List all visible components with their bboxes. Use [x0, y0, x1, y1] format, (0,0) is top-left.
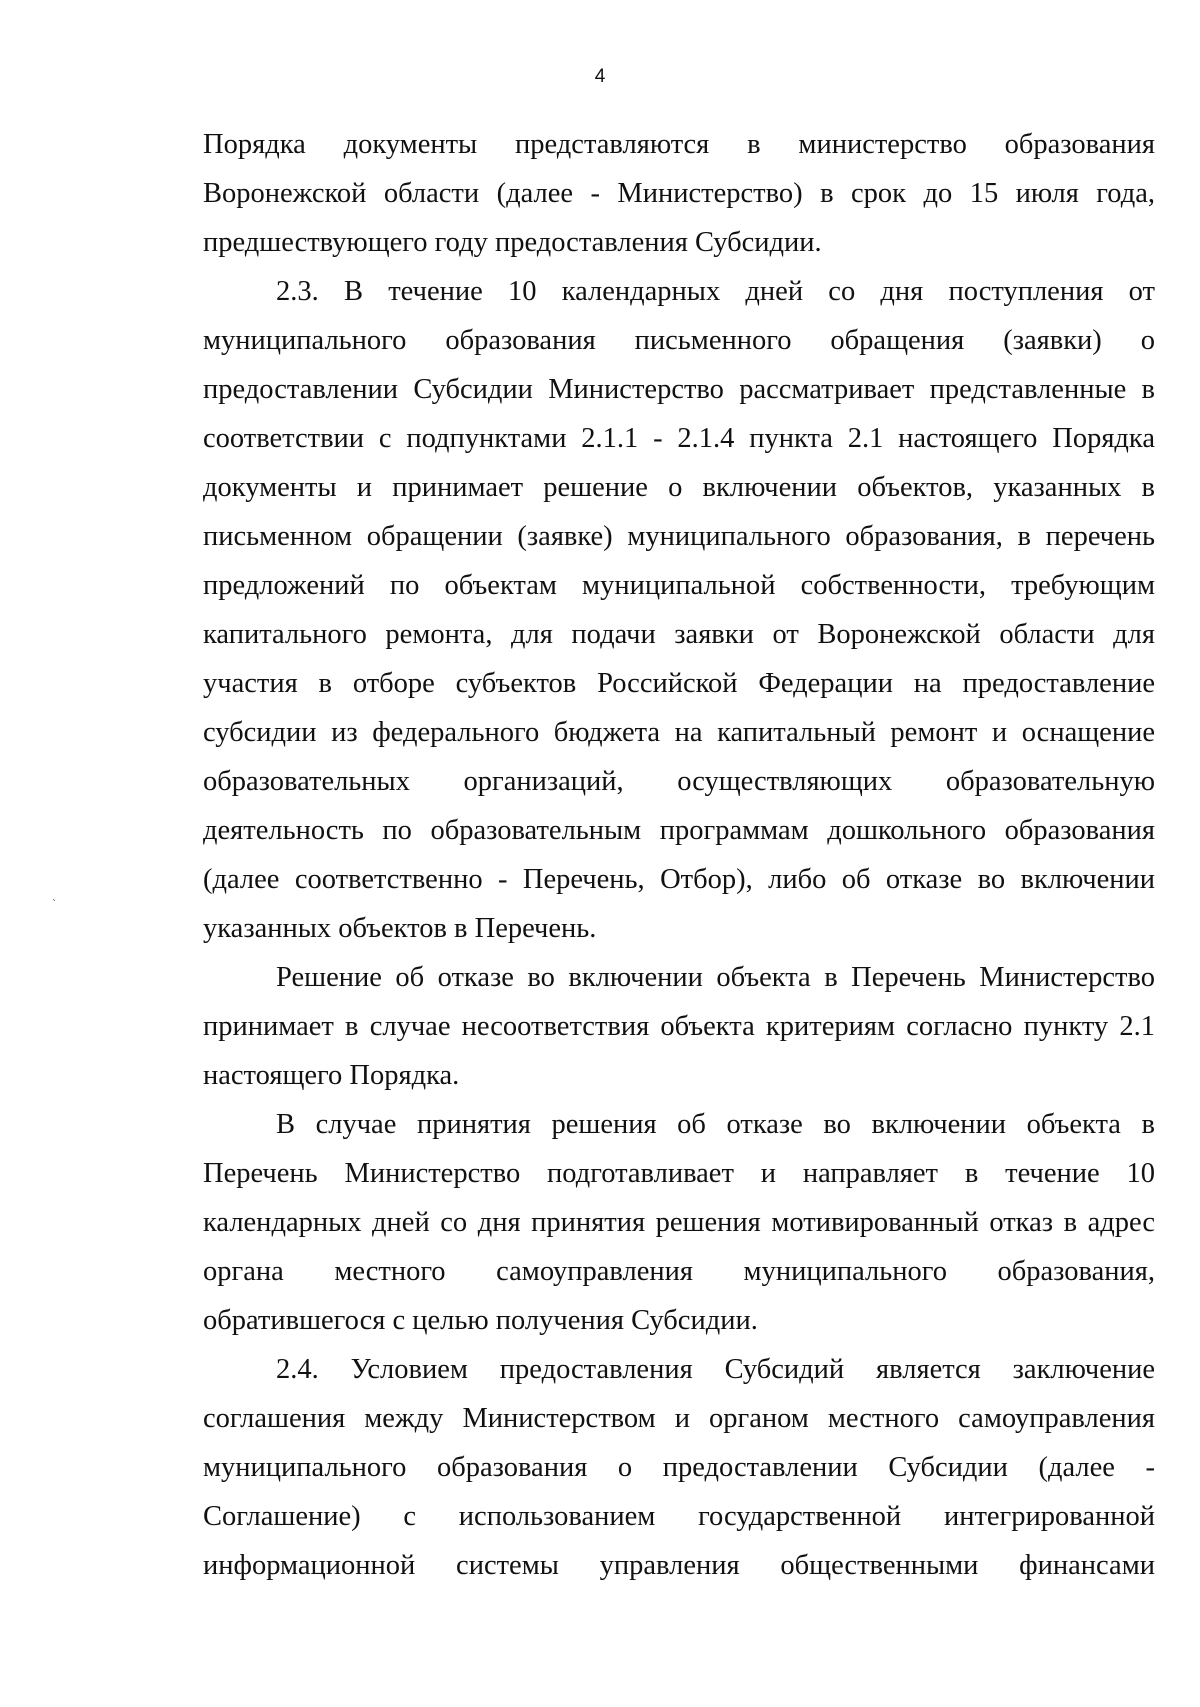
text-line: календарных дней со дня принятия решения мотивированный отказ в адрес — [203, 1207, 1155, 1238]
text-line: Перечень Министерство подготавливает и направляет в течение 10 — [203, 1158, 1155, 1189]
text-line: соответствии с подпунктами 2.1.1 - 2.1.4 пункта 2.1 настоящего Порядка — [203, 423, 1155, 454]
paragraph — [203, 953, 1155, 1100]
paragraph — [203, 120, 1155, 267]
margin-mark: ˋ — [52, 899, 57, 910]
text-line: Решение об отказе во включении объекта в Перечень Министерство — [276, 962, 1155, 993]
text-line: органа местного самоуправления муниципального образования, — [203, 1256, 1155, 1287]
paragraph — [203, 1100, 1155, 1345]
text-line: муниципального образования о предоставлении Субсидии (далее - — [203, 1452, 1155, 1483]
document-body — [203, 120, 1155, 1590]
paragraph — [203, 1345, 1155, 1590]
text-line: Порядка документы представляются в министерство образования — [203, 129, 1155, 160]
text-line: обратившегося с целью получения Субсидии. — [203, 1305, 758, 1336]
text-line: деятельность по образовательным программам дошкольного образования — [203, 815, 1155, 846]
text-line: предшествующего году предоставления Субсидии. — [203, 227, 822, 258]
text-line: (далее соответственно - Перечень, Отбор), либо об отказе во включении — [203, 864, 1155, 895]
text-line: Соглашение) с использованием государственной интегрированной — [203, 1501, 1155, 1532]
text-line: предоставлении Субсидии Министерство рассматривает представленные в — [203, 374, 1155, 405]
text-line: муниципального образования письменного обращения (заявки) о — [203, 325, 1155, 356]
text-line: предложений по объектам муниципальной собственности, требующим — [203, 570, 1155, 601]
text-line: субсидии из федерального бюджета на капитальный ремонт и оснащение — [203, 717, 1155, 748]
text-line: В случае принятия решения об отказе во включении объекта в — [276, 1109, 1155, 1140]
text-line: письменном обращении (заявке) муниципального образования, в перечень — [203, 521, 1155, 552]
text-line: капитального ремонта, для подачи заявки от Воронежской области для — [203, 619, 1155, 650]
page-number: 4 — [594, 66, 606, 87]
text-line: образовательных организаций, осуществляющих образовательную — [203, 766, 1155, 797]
text-line: документы и принимает решение о включении объектов, указанных в — [203, 472, 1155, 503]
text-line: принимает в случае несоответствия объекта критериям согласно пункту 2.1 — [203, 1011, 1155, 1042]
text-line: указанных объектов в Перечень. — [203, 913, 597, 944]
text-line: Воронежской области (далее - Министерство) в срок до 15 июля года, — [203, 178, 1155, 209]
paragraph — [203, 267, 1155, 953]
text-line: соглашения между Министерством и органом местного самоуправления — [203, 1403, 1155, 1434]
text-line: 2.3. В течение 10 календарных дней со дня поступления от — [276, 276, 1155, 307]
text-line: участия в отборе субъектов Российской Федерации на предоставление — [203, 668, 1155, 699]
text-line: настоящего Порядка. — [203, 1060, 460, 1091]
text-line: информационной системы управления общественными финансами — [203, 1550, 1155, 1581]
text-line: 2.4. Условием предоставления Субсидий является заключение — [276, 1354, 1155, 1385]
